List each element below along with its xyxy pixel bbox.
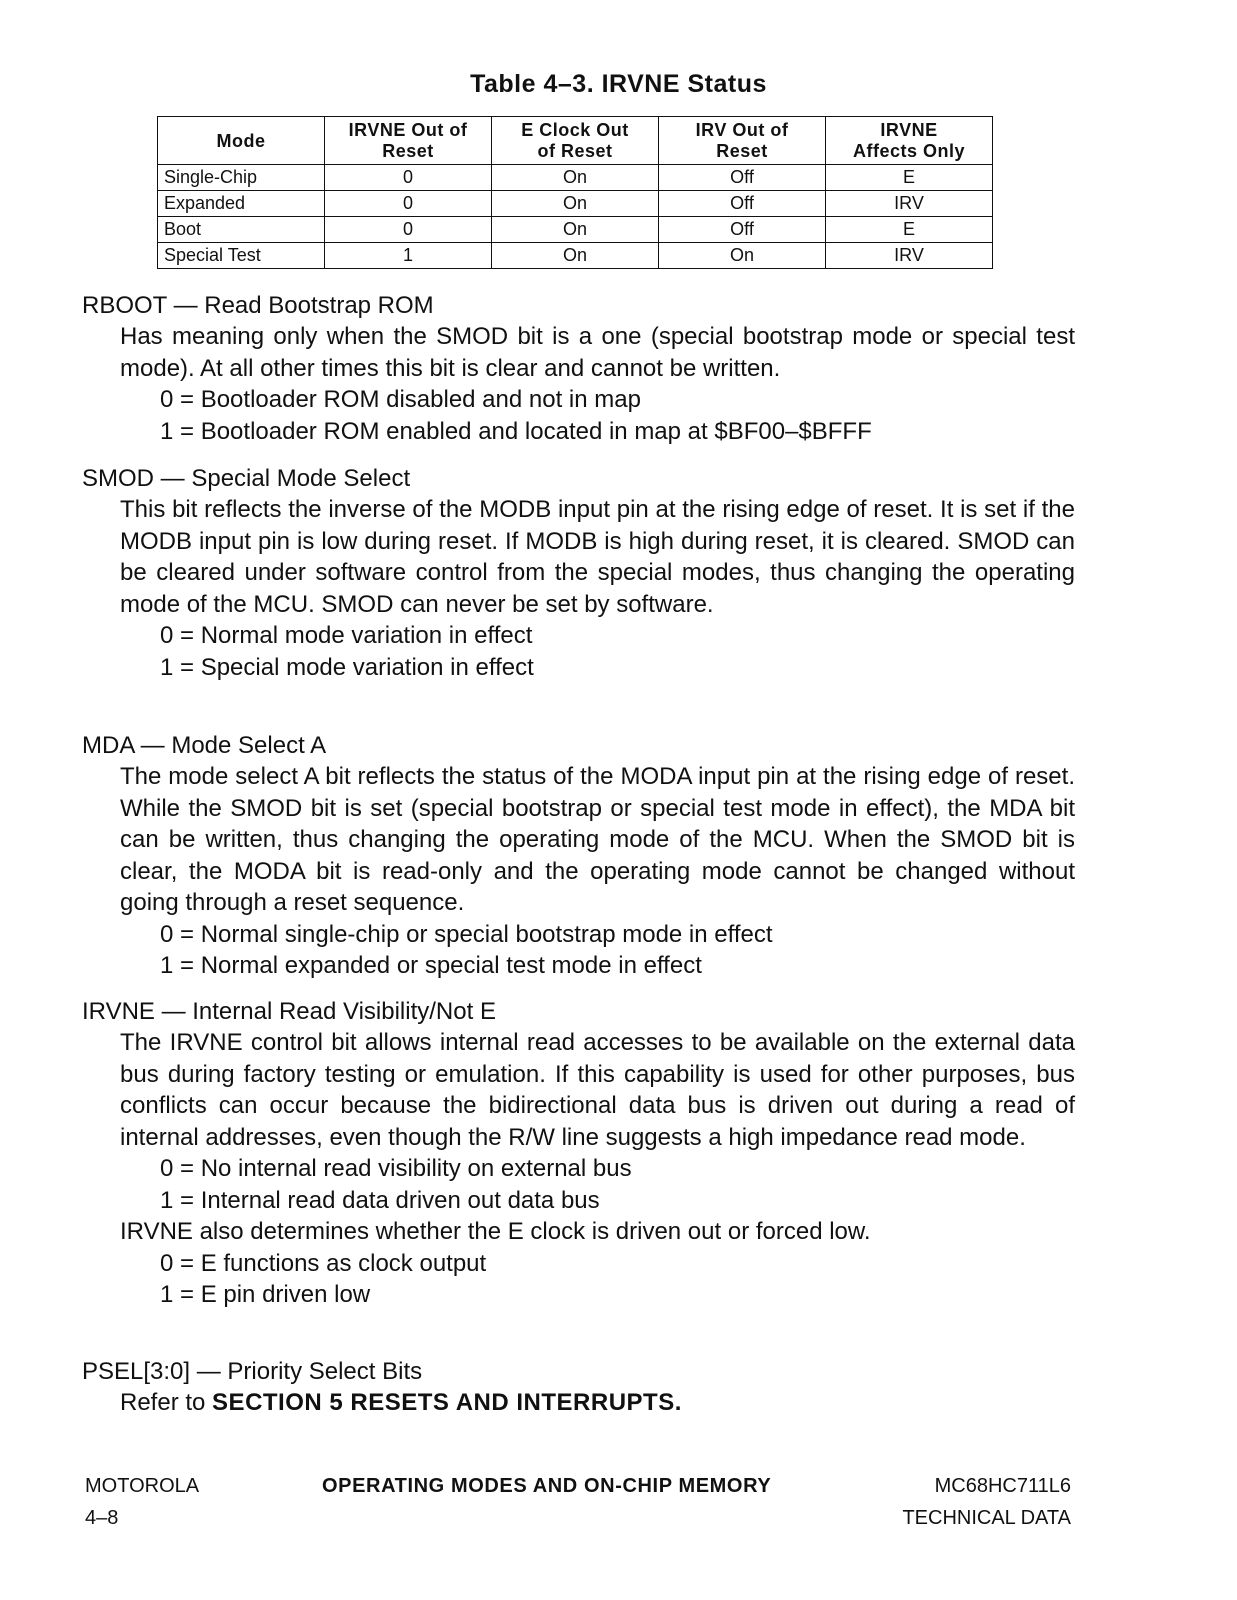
header-irv-out-of-reset: IRV Out of Reset — [659, 117, 826, 165]
footer-part-number: MC68HC711L6 — [934, 1475, 1071, 1497]
table-cell: 0 — [325, 191, 492, 217]
table-header-row — [158, 117, 993, 165]
mda-heading: MDA — Mode Select A — [82, 732, 327, 759]
table-row — [158, 217, 993, 243]
table-title: Table 4–3. IRVNE Status — [470, 70, 767, 98]
mda-description: The mode select A bit reflects the status of the MODA input pin at the rising edge of reset. While the SMOD bit is set (special bootstrap or special test mode in effect), the MDA bit can be written, thus changing the operating mode of the MCU. When the SMOD bit is clear, the MODA bit is read-only and the operating mode cannot be changed without going through a reset sequence. — [120, 763, 1075, 916]
irvne-heading: IRVNE — Internal Read Visibility/Not E — [82, 998, 496, 1025]
psel-reference — [120, 1387, 1075, 1419]
mda-option-1: 1 = Normal expanded or special test mode in effect — [160, 952, 702, 979]
rboot-option-1: 1 = Bootloader ROM enabled and located in map at $BF00–$BFFF — [160, 417, 872, 445]
footer-section-title: OPERATING MODES AND ON-CHIP MEMORY — [322, 1475, 772, 1497]
smod-section — [0, 463, 1237, 683]
header-irvne-affects-only: IRVNE Affects Only — [826, 117, 993, 165]
table-cell: On — [492, 165, 659, 191]
rboot-heading: RBOOT — Read Bootstrap ROM — [82, 292, 434, 319]
rboot-option-0: 0 = Bootloader ROM disabled and not in map — [160, 386, 641, 413]
irvne-e-option-1: 1 = E pin driven low — [160, 1281, 371, 1308]
footer-publisher: MOTOROLA — [85, 1475, 200, 1497]
table-cell: On — [492, 243, 659, 269]
table-row — [158, 191, 993, 217]
irvne-e-option-0: 0 = E functions as clock output — [160, 1249, 487, 1277]
irvne-option-0: 0 = No internal read visibility on external bus — [160, 1155, 632, 1182]
smod-heading: SMOD — Special Mode Select — [82, 465, 411, 492]
irvne-status-table — [157, 116, 993, 269]
table-cell: 1 — [325, 243, 492, 269]
irvne-description: The IRVNE control bit allows internal read accesses to be available on the external data bus during factory testing or emulation. If this capability is used for other purposes, bus conflicts can occur because the bidirectional data bus is driven out during a read of internal addresses, even though the R/W line suggests a high impedance read mode. — [120, 1029, 1075, 1151]
footer-doc-type: TECHNICAL DATA — [902, 1507, 1071, 1529]
table-cell: Off — [659, 191, 826, 217]
table-cell: Off — [659, 217, 826, 243]
table-cell: E — [826, 217, 993, 243]
psel-refer-prefix: Refer to — [120, 1389, 206, 1416]
smod-option-0: 0 = Normal mode variation in effect — [160, 622, 533, 649]
smod-description: This bit reflects the inverse of the MODB input pin at the rising edge of reset. It is set if the MODB input pin is low during reset. If MODB is high during reset, it is cleared. SMOD can be cleared under software control from the special modes, thus changing the operating mode of the MCU. SMOD can never be set by software. — [120, 496, 1075, 618]
table-cell: Expanded — [158, 191, 325, 217]
table-cell: On — [659, 243, 826, 269]
table-cell: 0 — [325, 165, 492, 191]
psel-section — [0, 1356, 1237, 1419]
footer-page-number: 4–8 — [85, 1507, 119, 1529]
table-cell: On — [492, 217, 659, 243]
header-mode: Mode — [158, 117, 325, 165]
irvne-option-1: 1 = Internal read data driven out data bus — [160, 1186, 600, 1214]
rboot-description: Has meaning only when the SMOD bit is a one (special bootstrap mode or special test mode). At all other times this bit is clear and cannot be written. — [120, 323, 1075, 382]
mda-option-0: 0 = Normal single-chip or special bootstrap mode in effect — [160, 920, 773, 948]
rboot-section — [0, 290, 1237, 447]
table-cell: Single-Chip — [158, 165, 325, 191]
table-row — [158, 165, 993, 191]
table-cell: IRV — [826, 191, 993, 217]
smod-option-1: 1 = Special mode variation in effect — [160, 653, 534, 681]
header-irvne-out-of-reset: IRVNE Out of Reset — [325, 117, 492, 165]
table-cell: On — [492, 191, 659, 217]
table-row — [158, 243, 993, 269]
table-cell: IRV — [826, 243, 993, 269]
irvne-section — [0, 996, 1237, 1311]
mda-section — [0, 730, 1237, 982]
table-cell: Boot — [158, 217, 325, 243]
table-cell: Special Test — [158, 243, 325, 269]
psel-heading: PSEL[3:0] — Priority Select Bits — [82, 1358, 423, 1385]
header-e-clock-out-of-reset: E Clock Out of Reset — [492, 117, 659, 165]
table-cell: E — [826, 165, 993, 191]
table-cell: Off — [659, 165, 826, 191]
table-cell: 0 — [325, 217, 492, 243]
irvne-e-clock-description: IRVNE also determines whether the E clock is driven out or forced low. — [120, 1218, 871, 1245]
section-reference-link: SECTION 5 RESETS AND INTERRUPTS. — [212, 1389, 682, 1416]
